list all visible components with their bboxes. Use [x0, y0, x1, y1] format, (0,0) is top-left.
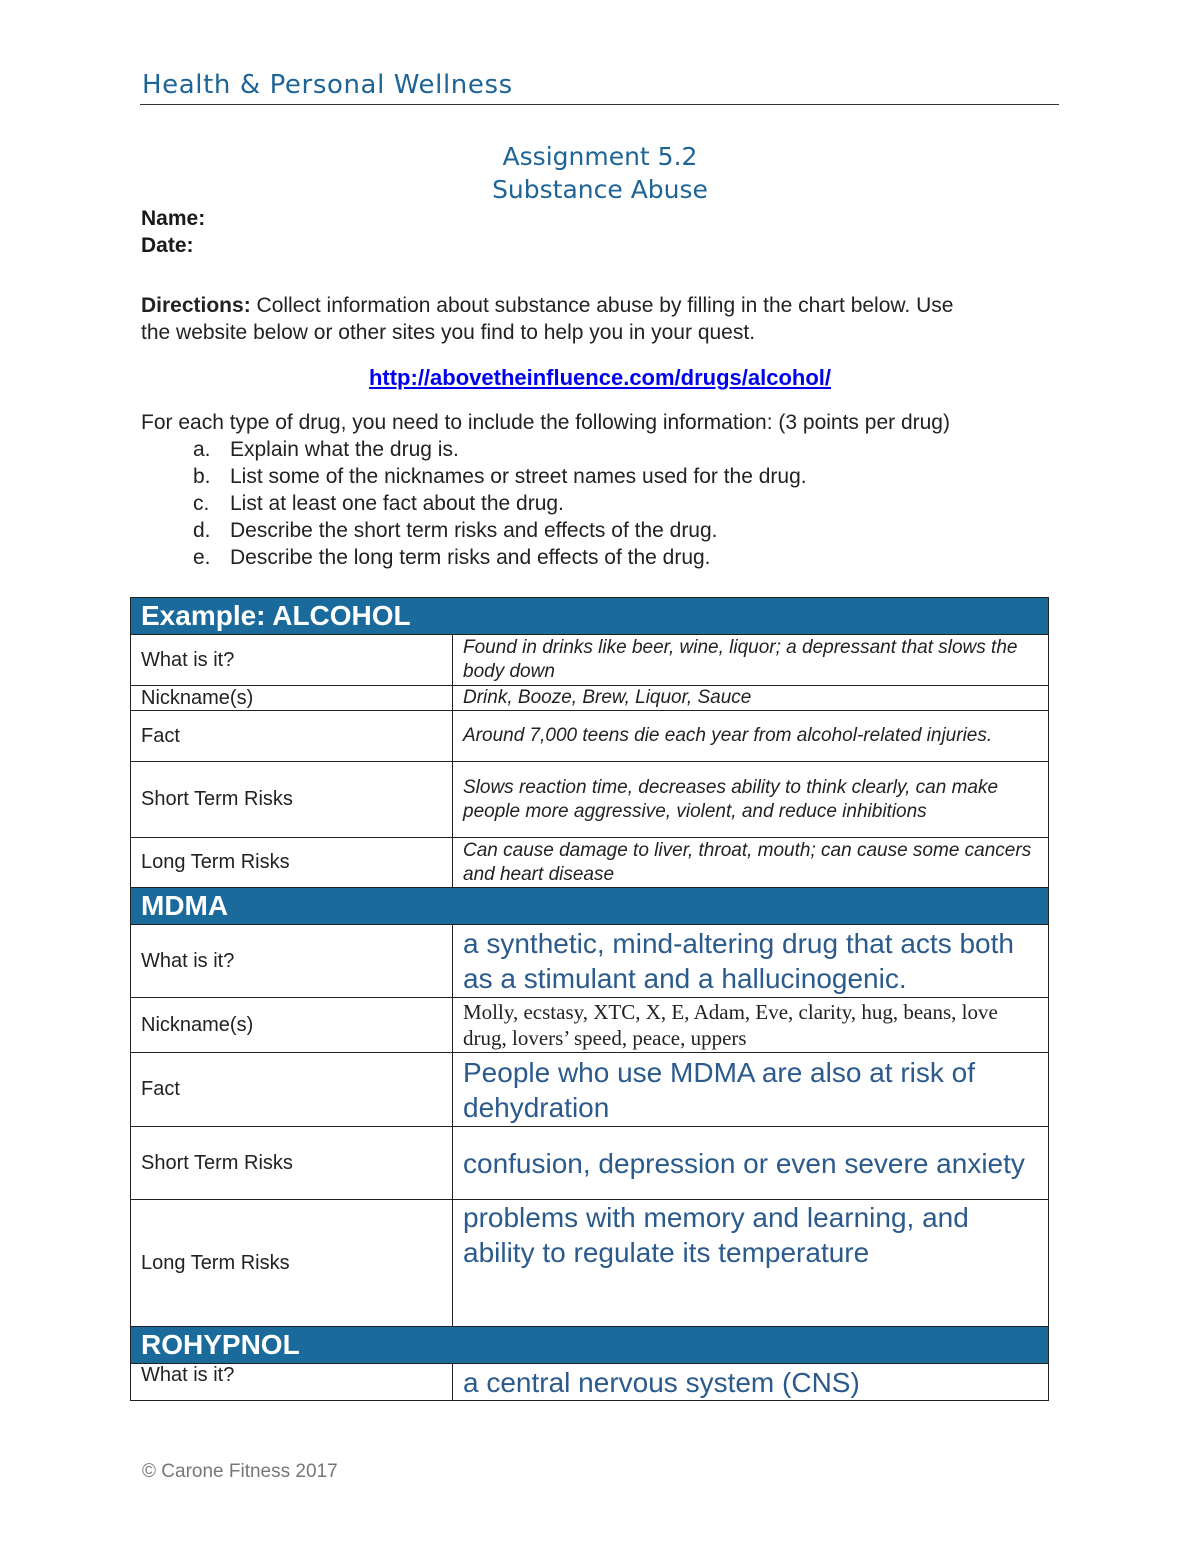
row-label: What is it?: [131, 1364, 453, 1401]
table-row: [131, 925, 1049, 998]
assignment-title: Substance Abuse: [492, 175, 708, 204]
table-row: [131, 1364, 1049, 1401]
name-label: Name:: [141, 207, 206, 230]
row-value: Slows reaction time, decreases ability to think clearly, can make people more aggressive, violent, and reduce inhibitions: [453, 762, 1049, 838]
row-label: Nickname(s): [131, 998, 453, 1053]
row-label: Long Term Risks: [131, 1200, 453, 1327]
row-value: Found in drinks like beer, wine, liquor; a depressant that slows the body down: [453, 635, 1049, 686]
row-label: What is it?: [131, 635, 453, 686]
table-row: [131, 838, 1049, 888]
directions-line1: Collect information about substance abuse by filling in the chart below. Use: [250, 294, 954, 317]
table-row: [131, 711, 1049, 762]
section-header-mdma: MDMA: [131, 888, 1049, 925]
row-label: Nickname(s): [131, 686, 453, 711]
table-row: [131, 686, 1049, 711]
row-value: Can cause damage to liver, throat, mouth; can cause some cancers and heart disease: [453, 838, 1049, 888]
date-label: Date:: [141, 234, 194, 257]
list-item: c. List at least one fact about the drug.: [193, 492, 564, 515]
row-value[interactable]: People who use MDMA are also at risk of dehydration: [453, 1053, 1049, 1127]
section-header-alcohol: Example: ALCOHOL: [131, 598, 1049, 635]
row-value[interactable]: a synthetic, mind-altering drug that acts both as a stimulant and a hallucinogenic.: [453, 925, 1049, 998]
instructions-intro: For each type of drug, you need to include the following information: (3 points per drug): [141, 411, 950, 434]
row-label: Fact: [131, 1053, 453, 1127]
row-label: Short Term Risks: [131, 762, 453, 838]
directions-line2: the website below or other sites you find to help you in your quest.: [141, 321, 756, 344]
directions: [141, 292, 1101, 346]
assignment-number: Assignment 5.2: [502, 142, 698, 171]
row-value[interactable]: a central nervous system (CNS): [453, 1364, 1049, 1401]
list-item: d. Describe the short term risks and effects of the drug.: [193, 519, 718, 542]
resource-link[interactable]: http://abovetheinfluence.com/drugs/alcohol/: [368, 365, 832, 390]
row-label: Fact: [131, 711, 453, 762]
row-value[interactable]: confusion, depression or even severe anxiety: [453, 1127, 1049, 1200]
row-label: What is it?: [131, 925, 453, 998]
table-row: [131, 1053, 1049, 1127]
list-item: e. Describe the long term risks and effects of the drug.: [193, 546, 711, 569]
table-row: [131, 1200, 1049, 1327]
row-label: Short Term Risks: [131, 1127, 453, 1200]
list-item: a. Explain what the drug is.: [193, 438, 459, 461]
row-value: Drink, Booze, Brew, Liquor, Sauce: [453, 686, 1049, 711]
footer-copyright: © Carone Fitness 2017: [142, 1461, 338, 1482]
instructions-list: [193, 436, 807, 571]
row-value[interactable]: Molly, ecstasy, XTC, X, E, Adam, Eve, clarity, hug, beans, love drug, lovers’ speed, peace, uppers: [453, 998, 1049, 1053]
table-row: [131, 635, 1049, 686]
row-label: Long Term Risks: [131, 838, 453, 888]
header-divider: [140, 104, 1059, 105]
row-value: Around 7,000 teens die each year from alcohol-related injuries.: [453, 711, 1049, 762]
row-value[interactable]: problems with memory and learning, and ability to regulate its temperature: [453, 1200, 1049, 1327]
table-row: [131, 998, 1049, 1053]
table-row: [131, 1127, 1049, 1200]
header-title: Health & Personal Wellness: [142, 70, 513, 100]
table-row: [131, 762, 1049, 838]
list-item: b. List some of the nicknames or street names used for the drug.: [193, 465, 807, 488]
drug-chart: [130, 597, 1049, 1401]
section-header-rohypnol: ROHYPNOL: [131, 1327, 1049, 1364]
directions-label: Directions:: [141, 294, 251, 317]
